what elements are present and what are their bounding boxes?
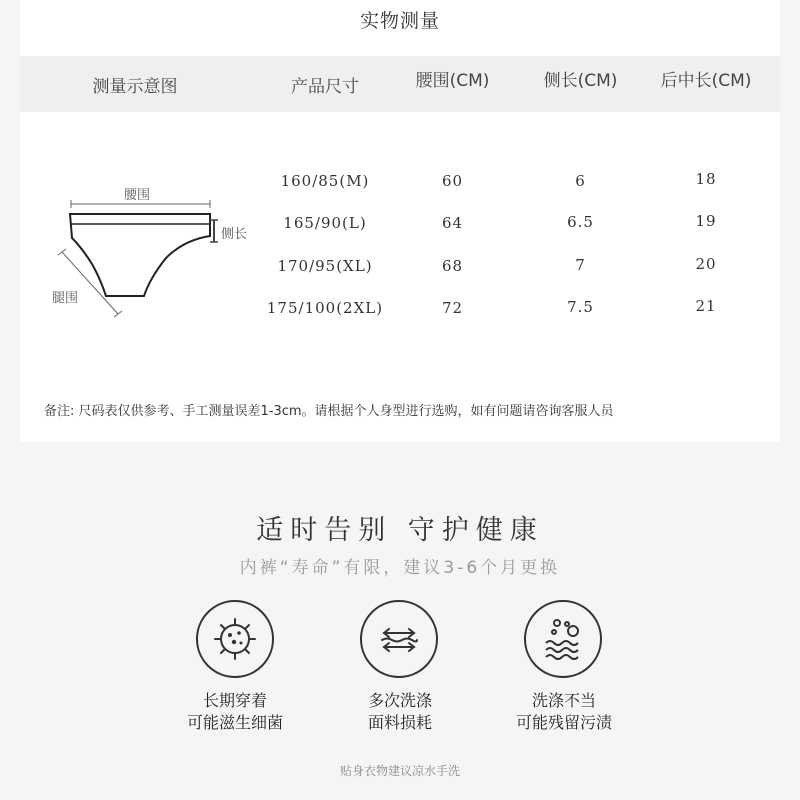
feature-line1: 洗涤不当 xyxy=(531,691,596,710)
slogan-heading: 适时告别 守护健康 xyxy=(256,515,544,546)
feature-line2: 面料损耗 xyxy=(367,713,432,732)
slogan-subheading: 内裤“寿命”有限，建议3-6个月更换 xyxy=(239,558,561,578)
row-2-size: 165/90(L) xyxy=(283,214,367,232)
row-4-size: 175/100(2XL) xyxy=(266,299,384,317)
diagram-label-leg: 腿围 xyxy=(52,291,79,306)
page-title: 实物测量 xyxy=(359,10,440,32)
feature-caption-residue xyxy=(474,690,654,734)
row-4-back: 21 xyxy=(695,297,717,315)
header-back: 后中长(CM) xyxy=(660,71,752,91)
header-diagram: 测量示意图 xyxy=(92,77,178,97)
header-side: 侧长(CM) xyxy=(543,71,618,91)
feature-line2: 可能滋生细菌 xyxy=(186,713,283,732)
feature-caption-bacteria xyxy=(145,690,325,734)
diagram-label-waist: 腰围 xyxy=(124,188,151,203)
row-4-side: 7.5 xyxy=(567,298,594,316)
row-3-size: 170/95(XL) xyxy=(277,257,373,275)
feature-line1: 长期穿着 xyxy=(202,691,267,710)
washing-tip: 贴身衣物建议凉水手洗 xyxy=(339,764,460,778)
fabric-wear-icon xyxy=(360,600,438,678)
row-1-side: 6 xyxy=(575,172,586,190)
row-3-waist: 68 xyxy=(441,257,464,275)
header-size: 产品尺寸 xyxy=(291,77,359,97)
water-residue-icon xyxy=(524,600,602,678)
feature-line1: 多次洗涤 xyxy=(367,691,432,710)
diagram-label-side: 侧长 xyxy=(221,227,248,242)
row-2-side: 6.5 xyxy=(567,213,594,231)
feature-line2: 可能残留污渍 xyxy=(515,713,612,732)
bacteria-icon xyxy=(196,600,274,678)
row-4-waist: 72 xyxy=(441,299,464,317)
size-chart-note: 备注: 尺码表仅供参考、手工测量误差1-3cm。请根据个人身型进行选购，如有问题请咨询客服人员 xyxy=(44,404,614,419)
row-1-waist: 60 xyxy=(441,172,464,190)
row-2-back: 19 xyxy=(695,212,717,230)
row-1-back: 18 xyxy=(695,170,717,188)
row-1-size: 160/85(M) xyxy=(280,172,370,190)
header-waist: 腰围(CM) xyxy=(415,71,490,91)
row-3-side: 7 xyxy=(575,256,586,274)
row-3-back: 20 xyxy=(695,255,717,273)
feature-caption-fabric xyxy=(310,690,490,734)
row-2-waist: 64 xyxy=(441,214,464,232)
